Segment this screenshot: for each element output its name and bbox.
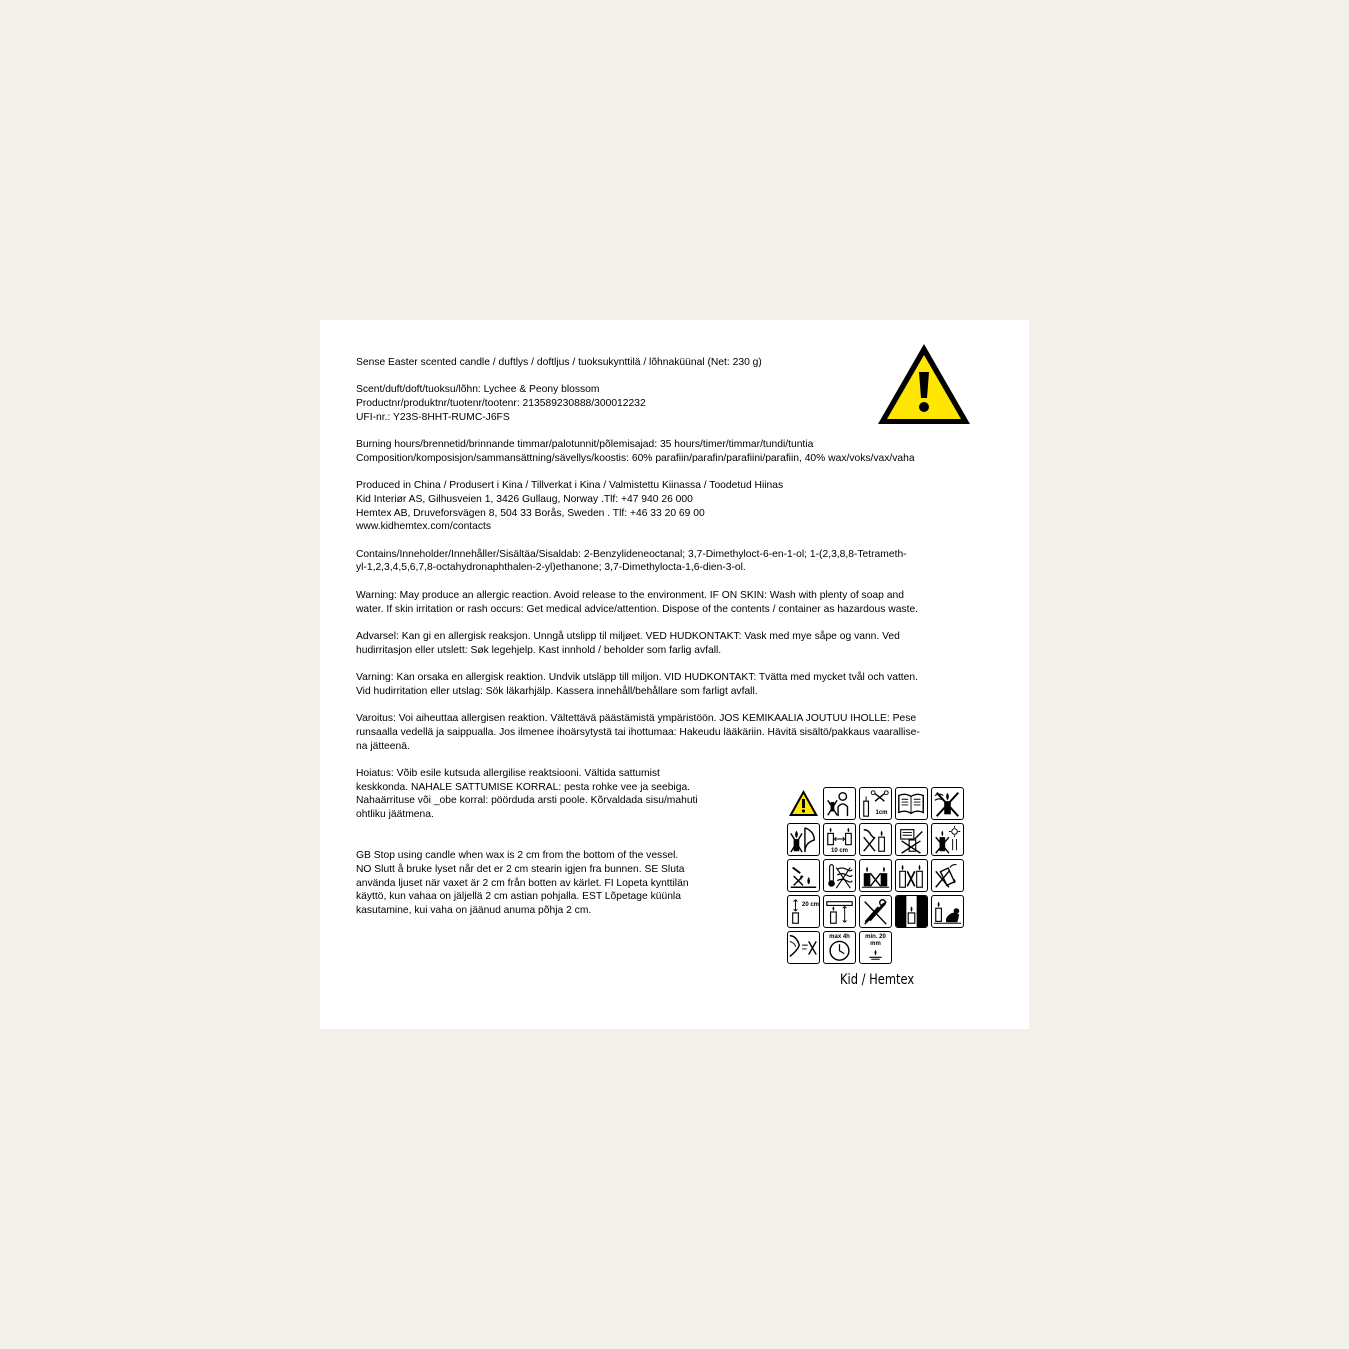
safety-icons-grid [787, 787, 967, 964]
no-water-extinguish-icon [787, 859, 820, 892]
warning-ee: Hoiatus: Võib esile kutsuda allergilise reaktsiooni. Vältida sattumist keskkonda. NAHALE SATTUMISE KORRAL: pesta rohke vee ja seebiga. Nahaärrituse või _obe korral: pöörduda arsti poole. Kõrvaldada sisu/mahuti ohtliku jäätmena. [356, 767, 698, 821]
website: www.kidhemtex.com/contacts [356, 521, 492, 533]
composition: Composition/komposisjon/sammansättning/sävellys/koostis: 60% parafiin/parafin/parafiini/parafiin, 40% wax/voks/vax/vaha [356, 452, 915, 464]
no-moving-lit-candle-icon [859, 823, 892, 856]
no-candles-together-icon [859, 859, 892, 892]
contains: Contains/Inneholder/Innehåller/Sisältäa/Sisaldab: 2-Benzylideneoctanal; 3,7-Dimethyloct-6-en-1-ol; 1-(2,3,8,8-Tetrameth- yl-1,2,3,4,5,6,7,8-octahydronaphthalen-2-yl)ethanone; 3,7-Dimethylocta-1,6-dien-3-ol. [356, 548, 907, 574]
scent: Scent/duft/doft/tuoksu/lõhn: Lychee & Peony blossom [356, 384, 600, 396]
product-title: Sense Easter scented candle / duftlys / doftljus / tuoksukynttilä / lõhnaküünal (Net: 230 g) [356, 357, 762, 368]
candle-label [320, 320, 1029, 1029]
no-burning-near-candles-icon [895, 859, 928, 892]
brand-logo: Kid / Hemtex [840, 972, 915, 988]
fire-nearby-curtain-icon [895, 895, 928, 928]
manufacturer-info [356, 479, 996, 534]
burn-info [356, 438, 996, 465]
no-near-heat-icon [931, 823, 964, 856]
keep-10cm-apart-icon: 10 cm [823, 823, 856, 856]
no-tools-icon [859, 895, 892, 928]
keep-distance-shelf-icon [823, 895, 856, 928]
ufi-number: UFI-nr.: Y23S-8HHT-RUMC-J6FS [356, 411, 510, 423]
produced-in: Produced in China / Produsert i Kina / Tillverkat i Kina / Valmistettu Kiinassa / Toodetud Hiinas [356, 480, 784, 492]
hazard-warning-icon [875, 340, 973, 428]
no-pets-icon [931, 895, 964, 928]
product-number: Productnr/produktnr/tuotenr/tootenr: 213589230888/300012232 [356, 398, 646, 410]
stop-using-notice: GB Stop using candle when wax is 2 cm from the bottom of the vessel. NO Slutt å bruke lyset når det er 2 cm stearin igjen fra bunnen. SE Sluta använda ljuset när vaxet är 2 cm från botten av kärlet. FI Lopeta kynttilän käyttö, kun vahaa on jäljellä 2 cm astian pohjalla. EST Lõpetage küünla kasutamine, kui vaha on jäänud anuma põhja 2 cm. [356, 850, 689, 916]
read-instructions-icon [895, 787, 928, 820]
warning-no: Advarsel: Kan gi en allergisk reaksjon. Unngå utslipp til miljøet. VED HUDKONTAKT: Vask med mye såpe og vann. Ved hudirritasjon eller utslett: Søk legehjelp. Kast innhold / beholder som farlig avfall. [356, 630, 900, 656]
warning-en: Warning: May produce an allergic reaction. Avoid release to the environment. IF ON SKIN: Wash with plenty of soap and water. If skin irritation or rash occurs: Get medical advice/attention. Dispose of the contents / container as hazardous waste. [356, 589, 919, 615]
min-20mm-wax-icon: min. 20 mm [859, 931, 892, 964]
no-hot-conditions-icon [823, 859, 856, 892]
no-draft-icon [931, 787, 964, 820]
no-flammable-near-icon [787, 823, 820, 856]
keep-from-children-icon [823, 787, 856, 820]
small-warning-icon [787, 787, 820, 820]
address-norway: Kid Interiør AS, Gilhusveien 1, 3426 Gullaug, Norway .Tlf: +47 940 26 000 [356, 493, 693, 505]
heat-resistant-surface-icon [895, 823, 928, 856]
trim-wick-icon: 1cm [859, 787, 892, 820]
burning-hours: Burning hours/brennetid/brinnande timmar/palotunnit/põlemisajad: 35 hours/timer/timmar/tundi/tuntia [356, 439, 814, 451]
no-tilt-icon [931, 859, 964, 892]
warning-se: Varning: Kan orsaka en allergisk reaktion. Undvik utsläpp till miljon. VID HUDKONTAKT: Tvätta med mycket tvål och vatten. Vid hudirritation eller utslag: Sök läkarhjälp. Kassera innehåll/behållare som farligt avfall. [356, 672, 918, 697]
stop-20cm-icon: 20 cm [787, 895, 820, 928]
warning-fi: Varoitus: Voi aiheuttaa allergisen reaktion. Vältettävä päästämistä ympäristöön. JOS KEMIKAALIA JOUTUU IHOLLE: Pese runsaalla vedellä ja saippualla. Jos ilmenee ihoärsytystä tai ihottumaa: Hakeudu lääkäriin. Hävitä sisältö/pakkaus vaarallise- na jätteenä. [356, 713, 920, 752]
address-sweden: Hemtex AB, Druveforsvägen 8, 504 33 Borås, Sweden . Tlf: +46 33 20 69 00 [356, 507, 705, 519]
no-blow-extinguish-icon [787, 931, 820, 964]
max-4h-burn-icon: max 4h [823, 931, 856, 964]
